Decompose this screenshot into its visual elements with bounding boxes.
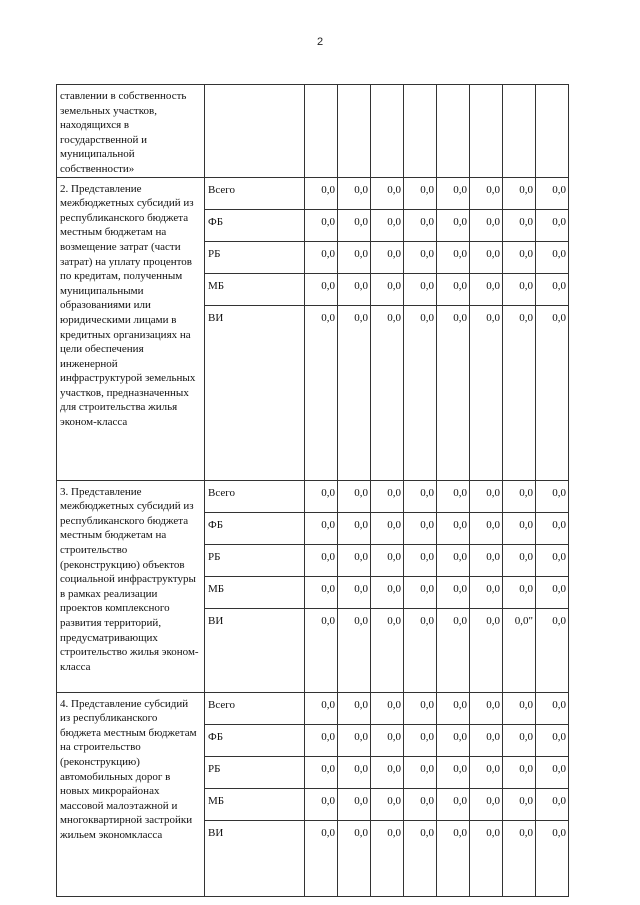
value-cell: 0,0 xyxy=(404,788,437,820)
funding-source-label: РБ xyxy=(205,756,305,788)
value-cell: 0,0 xyxy=(305,305,338,480)
value-cell: 0,0 xyxy=(536,273,569,305)
value-cell: 0,0 xyxy=(404,273,437,305)
value-cell: 0,0 xyxy=(338,724,371,756)
value-cell: 0,0 xyxy=(503,724,536,756)
funding-source-label: РБ xyxy=(205,544,305,576)
value-cell: 0,0 xyxy=(338,305,371,480)
value-cell: 0,0 xyxy=(338,756,371,788)
value-cell: 0,0 xyxy=(503,576,536,608)
value-cell: 0,0 xyxy=(470,209,503,241)
empty-cell xyxy=(205,85,305,178)
value-cell: 0,0 xyxy=(503,273,536,305)
value-cell: 0,0 xyxy=(305,724,338,756)
value-cell: 0,0 xyxy=(371,576,404,608)
funding-source-label: ВИ xyxy=(205,305,305,480)
value-cell: 0,0 xyxy=(404,692,437,724)
value-cell: 0,0 xyxy=(338,608,371,692)
value-cell: 0,0 xyxy=(338,177,371,209)
value-cell: 0,0 xyxy=(338,512,371,544)
empty-cell xyxy=(338,85,371,178)
value-cell: 0,0 xyxy=(305,692,338,724)
value-cell: 0,0 xyxy=(437,576,470,608)
value-cell: 0,0 xyxy=(470,177,503,209)
funding-source-label: Всего xyxy=(205,177,305,209)
funding-source-label: ФБ xyxy=(205,209,305,241)
value-cell: 0,0 xyxy=(470,788,503,820)
value-cell: 0,0 xyxy=(338,788,371,820)
value-cell: 0,0 xyxy=(536,756,569,788)
value-cell: 0,0 xyxy=(338,241,371,273)
value-cell: 0,0 xyxy=(371,177,404,209)
value-cell: 0,0 xyxy=(305,608,338,692)
section-description: 3. Представление межбюджетных субсидий из республиканского бюджета местным бюджетам на строительство (реконструкцию) объектов социальной инфраструктуры в рамках реализации проектов комплексного развития территорий, предусматривающих строительство жилья эконом-класса xyxy=(57,480,205,692)
value-cell: 0,0 xyxy=(371,756,404,788)
funding-source-label: МБ xyxy=(205,788,305,820)
empty-cell xyxy=(371,85,404,178)
value-cell: 0,0 xyxy=(371,305,404,480)
intro-description: ставлении в собственность земельных участков, находящихся в государственной и муниципальной собственности» xyxy=(57,85,205,178)
value-cell: 0,0 xyxy=(536,480,569,512)
table-row xyxy=(57,480,569,512)
value-cell: 0,0 xyxy=(536,305,569,480)
value-cell: 0,0 xyxy=(503,209,536,241)
value-cell: 0,0 xyxy=(371,544,404,576)
value-cell: 0,0 xyxy=(305,756,338,788)
empty-cell xyxy=(404,85,437,178)
empty-cell xyxy=(470,85,503,178)
funding-source-label: Всего xyxy=(205,692,305,724)
value-cell: 0,0 xyxy=(371,788,404,820)
value-cell: 0,0 xyxy=(503,756,536,788)
empty-cell xyxy=(536,85,569,178)
funding-source-label: ФБ xyxy=(205,512,305,544)
value-cell: 0,0 xyxy=(305,273,338,305)
value-cell: 0,0 xyxy=(503,241,536,273)
value-cell: 0,0 xyxy=(437,512,470,544)
value-cell: 0,0 xyxy=(536,608,569,692)
value-cell: 0,0 xyxy=(470,544,503,576)
value-cell: 0,0 xyxy=(371,724,404,756)
funding-source-label: Всего xyxy=(205,480,305,512)
value-cell: 0,0 xyxy=(470,305,503,480)
value-cell: 0,0 xyxy=(404,305,437,480)
value-cell: 0,0 xyxy=(470,692,503,724)
value-cell: 0,0 xyxy=(536,820,569,896)
value-cell: 0,0 xyxy=(305,576,338,608)
value-cell: 0,0 xyxy=(470,576,503,608)
value-cell: 0,0 xyxy=(404,209,437,241)
value-cell: 0,0 xyxy=(437,820,470,896)
empty-cell xyxy=(305,85,338,178)
table-row xyxy=(57,692,569,724)
value-cell: 0,0 xyxy=(437,209,470,241)
funding-source-label: РБ xyxy=(205,241,305,273)
value-cell: 0,0 xyxy=(371,273,404,305)
value-cell: 0,0 xyxy=(305,177,338,209)
value-cell: 0,0 xyxy=(536,576,569,608)
intro-row xyxy=(57,85,569,178)
value-cell: 0,0 xyxy=(536,512,569,544)
value-cell: 0,0 xyxy=(404,512,437,544)
value-cell: 0,0 xyxy=(404,756,437,788)
value-cell: 0,0 xyxy=(536,788,569,820)
value-cell: 0,0 xyxy=(470,820,503,896)
value-cell: 0,0 xyxy=(437,177,470,209)
value-cell: 0,0 xyxy=(437,608,470,692)
value-cell: 0,0 xyxy=(470,608,503,692)
value-cell: 0,0 xyxy=(338,692,371,724)
value-cell: 0,0 xyxy=(404,724,437,756)
value-cell: 0,0 xyxy=(437,692,470,724)
value-cell: 0,0 xyxy=(305,512,338,544)
empty-cell xyxy=(503,85,536,178)
value-cell: 0,0 xyxy=(305,480,338,512)
value-cell: 0,0 xyxy=(536,241,569,273)
value-cell: 0,0 xyxy=(536,724,569,756)
value-cell: 0,0 xyxy=(371,512,404,544)
value-cell: 0,0 xyxy=(437,241,470,273)
value-cell: 0,0 xyxy=(371,608,404,692)
value-cell: 0,0 xyxy=(437,788,470,820)
value-cell: 0,0 xyxy=(305,209,338,241)
value-cell: 0,0 xyxy=(470,273,503,305)
value-cell: 0,0 xyxy=(404,820,437,896)
value-cell: 0,0 xyxy=(503,544,536,576)
section-description: 4. Представление субсидий из республиканского бюджета местным бюджетам на строительство (реконструкцию) автомобильных дорог в новых микрорайонах массовой малоэтажной и многоквартирной застройки жильем экономкласса xyxy=(57,692,205,896)
value-cell: 0,0 xyxy=(437,724,470,756)
value-cell: 0,0 xyxy=(338,544,371,576)
value-cell: 0,0 xyxy=(305,788,338,820)
value-cell: 0,0 xyxy=(338,273,371,305)
value-cell: 0,0 xyxy=(305,820,338,896)
value-cell: 0,0 xyxy=(437,273,470,305)
value-cell: 0,0 xyxy=(338,209,371,241)
value-cell: 0,0 xyxy=(536,177,569,209)
value-cell: 0,0 xyxy=(503,480,536,512)
value-cell: 0,0 xyxy=(536,544,569,576)
value-cell: 0,0 xyxy=(503,305,536,480)
value-cell: 0,0 xyxy=(371,692,404,724)
section-description: 2. Представление межбюджетных субсидий из республиканского бюджета местным бюджетам на возмещение затрат (части затрат) на уплату процентов по кредитам, полученным муниципальными образованиями или юридическими лицами в кредитных организациях на цели обеспечения инженерной инфраструктурой земельных участков, предназначенных для строительства жилья эконом-класса xyxy=(57,177,205,480)
value-cell: 0,0 xyxy=(503,788,536,820)
value-cell: 0,0 xyxy=(437,756,470,788)
empty-cell xyxy=(437,85,470,178)
value-cell: 0,0 xyxy=(404,177,437,209)
value-cell: 0,0 xyxy=(305,241,338,273)
value-cell: 0,0 xyxy=(470,724,503,756)
funding-source-label: ВИ xyxy=(205,820,305,896)
value-cell: 0,0 xyxy=(371,820,404,896)
table-body xyxy=(57,85,569,897)
value-cell: 0,0 xyxy=(371,480,404,512)
value-cell: 0,0 xyxy=(470,480,503,512)
value-cell: 0,0 xyxy=(404,241,437,273)
value-cell: 0,0 xyxy=(305,544,338,576)
value-cell: 0,0 xyxy=(437,305,470,480)
value-cell: 0,0 xyxy=(503,512,536,544)
value-cell: 0,0 xyxy=(371,209,404,241)
budget-table xyxy=(56,84,569,897)
value-cell: 0,0 xyxy=(404,608,437,692)
value-cell: 0,0 xyxy=(503,820,536,896)
value-cell: 0,0 xyxy=(437,480,470,512)
value-cell: 0,0 xyxy=(536,692,569,724)
funding-source-label: МБ xyxy=(205,273,305,305)
value-cell: 0,0 xyxy=(503,177,536,209)
value-cell: 0,0 xyxy=(404,480,437,512)
value-cell: 0,0 xyxy=(470,756,503,788)
value-cell: 0,0" xyxy=(503,608,536,692)
value-cell: 0,0 xyxy=(338,820,371,896)
page-number: 2 xyxy=(316,36,324,48)
value-cell: 0,0 xyxy=(404,544,437,576)
funding-source-label: ФБ xyxy=(205,724,305,756)
funding-source-label: ВИ xyxy=(205,608,305,692)
value-cell: 0,0 xyxy=(404,576,437,608)
funding-source-label: МБ xyxy=(205,576,305,608)
value-cell: 0,0 xyxy=(437,544,470,576)
value-cell: 0,0 xyxy=(470,512,503,544)
value-cell: 0,0 xyxy=(371,241,404,273)
value-cell: 0,0 xyxy=(470,241,503,273)
value-cell: 0,0 xyxy=(503,692,536,724)
table-row xyxy=(57,177,569,209)
value-cell: 0,0 xyxy=(536,209,569,241)
value-cell: 0,0 xyxy=(338,576,371,608)
value-cell: 0,0 xyxy=(338,480,371,512)
